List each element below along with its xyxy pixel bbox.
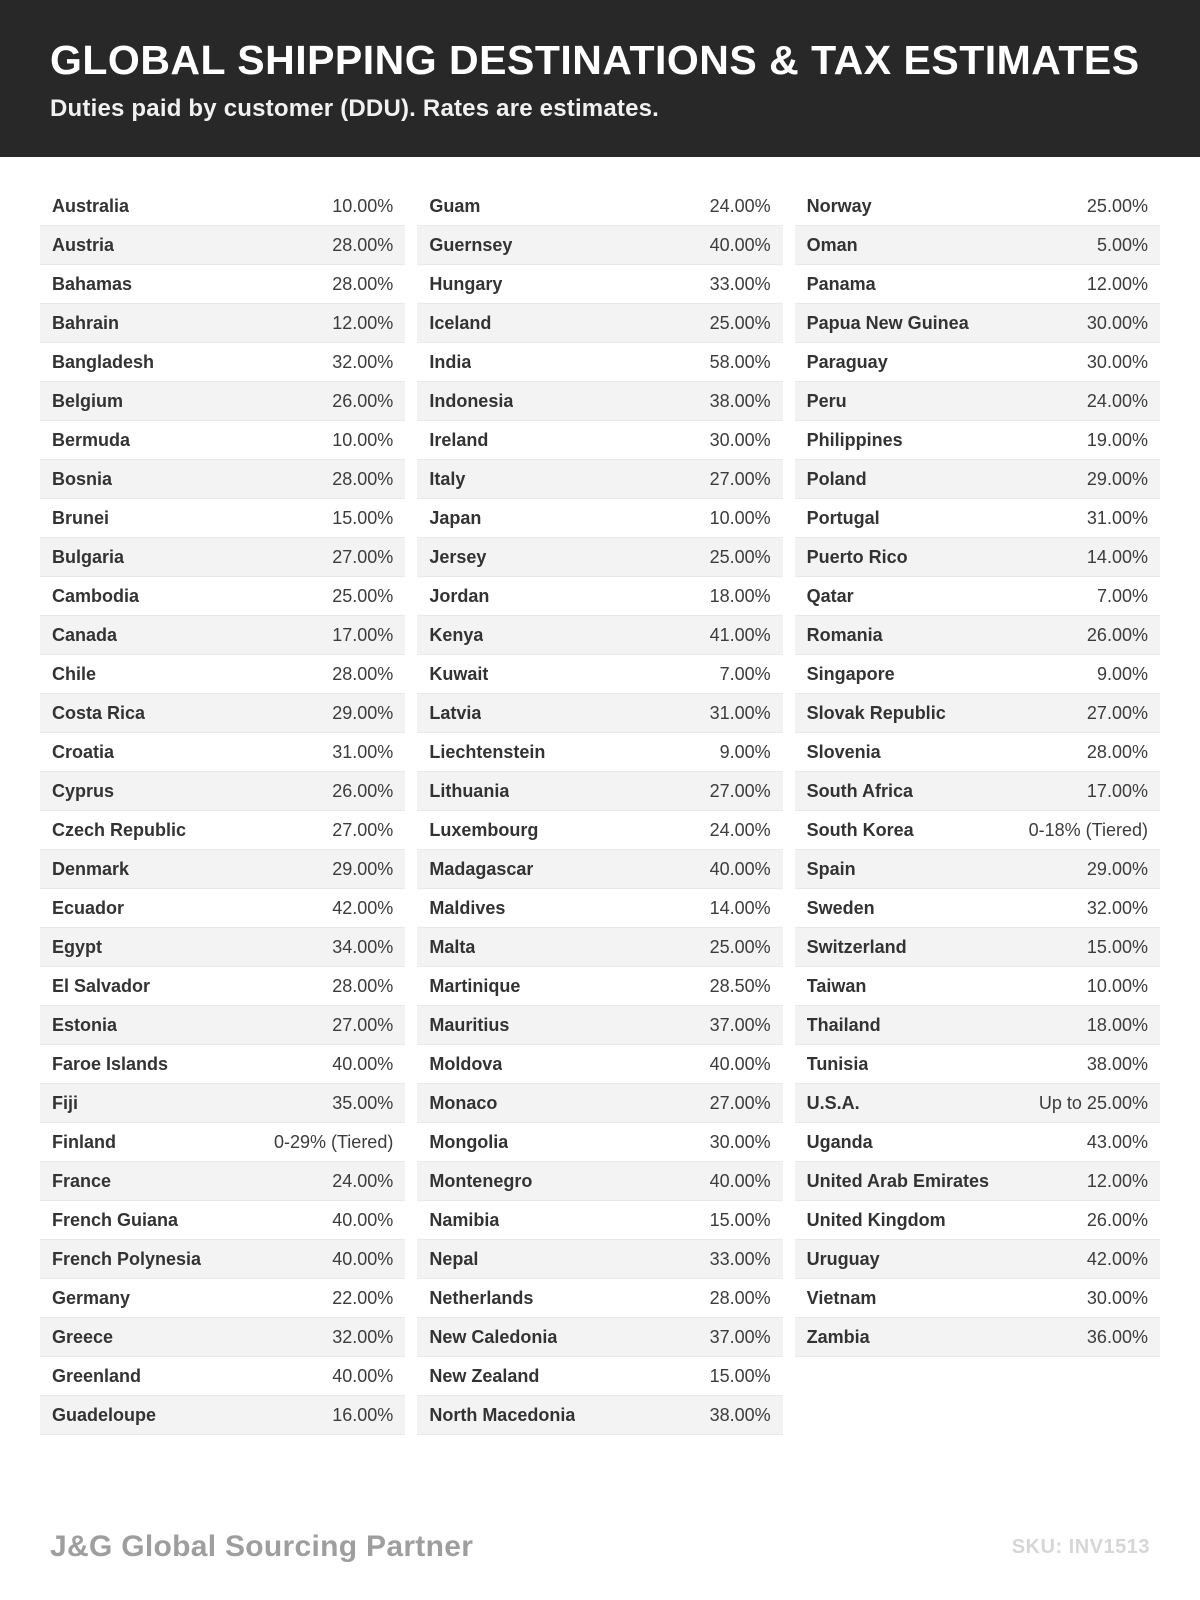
tax-rate: 35.00%: [332, 1092, 394, 1113]
country-name: Cyprus: [52, 780, 115, 801]
country-name: Spain: [806, 858, 856, 879]
table-row: [40, 226, 405, 265]
table-row: [40, 616, 405, 655]
table-row: [40, 499, 405, 538]
tax-rate: 40.00%: [709, 1053, 771, 1074]
table-row: [417, 538, 782, 577]
table-row: [40, 421, 405, 460]
table-row: [795, 694, 1160, 733]
table-row: [795, 1084, 1160, 1123]
tax-rate: 27.00%: [709, 1092, 771, 1113]
country-name: French Guiana: [52, 1209, 179, 1230]
country-name: Finland: [52, 1131, 116, 1152]
tax-rate: 27.00%: [332, 546, 394, 567]
country-name: Bosnia: [52, 468, 113, 489]
table-row: [795, 616, 1160, 655]
country-name: Austria: [52, 234, 115, 255]
table-row: [795, 538, 1160, 577]
country-name: Uganda: [806, 1131, 873, 1152]
tax-rate: 25.00%: [709, 546, 771, 567]
brand-name: J&G Global Sourcing Partner: [50, 1530, 474, 1563]
tax-rate: 34.00%: [332, 936, 394, 957]
country-name: Guadeloupe: [52, 1404, 157, 1425]
tax-rate: 27.00%: [709, 780, 771, 801]
country-name: Chile: [52, 663, 97, 684]
tax-rate: 32.00%: [1086, 897, 1148, 918]
table-row: [795, 1045, 1160, 1084]
country-name: Czech Republic: [52, 819, 187, 840]
country-name: New Caledonia: [429, 1326, 558, 1347]
country-name: Italy: [429, 468, 466, 489]
country-name: Martinique: [429, 975, 521, 996]
page-subtitle: Duties paid by customer (DDU). Rates are estimates.: [50, 95, 660, 123]
tax-rate: 40.00%: [709, 234, 771, 255]
tax-rate: 28.00%: [332, 234, 394, 255]
tax-rate: 19.00%: [1086, 429, 1148, 450]
table-row: [417, 1123, 782, 1162]
rates-table: [0, 157, 1200, 1435]
table-row: [40, 304, 405, 343]
tax-rate: 42.00%: [1086, 1248, 1148, 1269]
tax-rate: 15.00%: [332, 507, 394, 528]
country-name: Greenland: [52, 1365, 142, 1386]
table-row: [40, 460, 405, 499]
country-name: Philippines: [806, 429, 903, 450]
tax-rate: 10.00%: [332, 429, 394, 450]
table-row: [40, 1123, 405, 1162]
tax-rate: 26.00%: [1086, 624, 1148, 645]
table-row: [417, 421, 782, 460]
country-name: Jordan: [429, 585, 490, 606]
tax-rate: 7.00%: [719, 663, 771, 684]
country-name: Qatar: [806, 585, 854, 606]
tax-rate: 36.00%: [1086, 1326, 1148, 1347]
country-name: Indonesia: [429, 390, 514, 411]
tax-rate: 24.00%: [332, 1170, 394, 1191]
table-row: [795, 343, 1160, 382]
table-row: [40, 265, 405, 304]
table-row: [795, 1006, 1160, 1045]
table-row: [417, 499, 782, 538]
tax-rate: 14.00%: [709, 897, 771, 918]
country-name: Oman: [806, 234, 858, 255]
tax-rate: 29.00%: [1086, 468, 1148, 489]
table-row: [795, 967, 1160, 1006]
table-row: [40, 1084, 405, 1123]
country-name: Tunisia: [806, 1053, 869, 1074]
country-name: Kenya: [429, 624, 484, 645]
table-row: [40, 967, 405, 1006]
country-name: Romania: [806, 624, 883, 645]
table-row: [417, 226, 782, 265]
tax-rate: 41.00%: [709, 624, 771, 645]
tax-rate: 10.00%: [709, 507, 771, 528]
country-name: India: [429, 351, 472, 372]
table-row: [795, 577, 1160, 616]
table-row: [795, 733, 1160, 772]
tax-rate: 28.00%: [332, 975, 394, 996]
tax-rate: 37.00%: [709, 1326, 771, 1347]
tax-rate: 27.00%: [1086, 702, 1148, 723]
tax-rate: 10.00%: [332, 195, 394, 216]
table-row: [417, 694, 782, 733]
tax-rate: 25.00%: [1086, 195, 1148, 216]
country-name: Switzerland: [806, 936, 907, 957]
table-row: [417, 577, 782, 616]
table-row: [795, 811, 1160, 850]
country-name: United Arab Emirates: [806, 1170, 990, 1191]
table-row: [795, 421, 1160, 460]
country-name: Puerto Rico: [806, 546, 908, 567]
table-row: [40, 1279, 405, 1318]
table-row: [40, 382, 405, 421]
country-name: Zambia: [806, 1326, 870, 1347]
tax-rate: 14.00%: [1086, 546, 1148, 567]
table-row: [40, 928, 405, 967]
table-row: [40, 1045, 405, 1084]
country-name: Netherlands: [429, 1287, 534, 1308]
table-row: [417, 655, 782, 694]
country-name: Estonia: [52, 1014, 118, 1035]
tax-rate: 43.00%: [1086, 1131, 1148, 1152]
table-row: [795, 1240, 1160, 1279]
tax-rate: 18.00%: [1086, 1014, 1148, 1035]
tax-rate: 25.00%: [709, 312, 771, 333]
country-name: Faroe Islands: [52, 1053, 169, 1074]
country-name: Bermuda: [52, 429, 131, 450]
tax-rate: 29.00%: [332, 858, 394, 879]
table-row: [40, 655, 405, 694]
rate-column: [40, 187, 405, 1435]
table-row: [40, 1006, 405, 1045]
country-name: Papua New Guinea: [806, 312, 969, 333]
country-name: United Kingdom: [806, 1209, 946, 1230]
country-name: Ecuador: [52, 897, 125, 918]
tax-rate: 40.00%: [709, 858, 771, 879]
tax-rate: 38.00%: [709, 390, 771, 411]
table-row: [40, 694, 405, 733]
country-name: Kuwait: [429, 663, 489, 684]
table-row: [417, 850, 782, 889]
table-row: [417, 265, 782, 304]
tax-rate: 17.00%: [1086, 780, 1148, 801]
country-name: Bahamas: [52, 273, 133, 294]
country-name: Japan: [429, 507, 482, 528]
tax-rate: 38.00%: [1086, 1053, 1148, 1074]
rate-column: [795, 187, 1160, 1357]
tax-rate: 31.00%: [1086, 507, 1148, 528]
tax-rate: 18.00%: [709, 585, 771, 606]
table-row: [417, 382, 782, 421]
country-name: U.S.A.: [806, 1092, 860, 1113]
country-name: French Polynesia: [52, 1248, 202, 1269]
country-name: Costa Rica: [52, 702, 146, 723]
tax-rate: 30.00%: [1086, 312, 1148, 333]
table-row: [417, 772, 782, 811]
country-name: Jersey: [429, 546, 487, 567]
country-name: Belgium: [52, 390, 124, 411]
table-row: [40, 850, 405, 889]
country-name: Poland: [806, 468, 867, 489]
country-name: Mongolia: [429, 1131, 509, 1152]
table-row: [417, 967, 782, 1006]
table-row: [40, 889, 405, 928]
table-row: [417, 343, 782, 382]
table-row: [795, 1318, 1160, 1357]
table-row: [795, 850, 1160, 889]
country-name: Moldova: [429, 1053, 503, 1074]
tax-rate: 9.00%: [719, 741, 771, 762]
table-row: [40, 187, 405, 226]
country-name: Ireland: [429, 429, 489, 450]
tax-rate: 26.00%: [1086, 1209, 1148, 1230]
tax-rate: 7.00%: [1096, 585, 1148, 606]
table-row: [40, 772, 405, 811]
tax-rate: 38.00%: [709, 1404, 771, 1425]
country-name: Paraguay: [806, 351, 888, 372]
table-row: [795, 1123, 1160, 1162]
tax-rate: 40.00%: [332, 1365, 394, 1386]
tax-rate: 28.50%: [709, 975, 771, 996]
tax-rate: Up to 25.00%: [1038, 1092, 1148, 1113]
tax-rate: 12.00%: [1086, 273, 1148, 294]
table-row: [417, 187, 782, 226]
table-row: [795, 655, 1160, 694]
tax-rate: 25.00%: [709, 936, 771, 957]
table-row: [795, 889, 1160, 928]
country-name: Lithuania: [429, 780, 510, 801]
country-name: Iceland: [429, 312, 492, 333]
country-name: Mauritius: [429, 1014, 510, 1035]
tax-rate: 33.00%: [709, 1248, 771, 1269]
table-row: [417, 1396, 782, 1435]
tax-rate: 29.00%: [332, 702, 394, 723]
country-name: Denmark: [52, 858, 130, 879]
tax-rate: 28.00%: [709, 1287, 771, 1308]
tax-rate: 12.00%: [332, 312, 394, 333]
country-name: Monaco: [429, 1092, 498, 1113]
tax-rate: 29.00%: [1086, 858, 1148, 879]
table-row: [40, 1396, 405, 1435]
country-name: Greece: [52, 1326, 114, 1347]
table-row: [40, 1162, 405, 1201]
country-name: Canada: [52, 624, 118, 645]
tax-rate: 40.00%: [332, 1053, 394, 1074]
tax-rate: 28.00%: [1086, 741, 1148, 762]
page-title: GLOBAL SHIPPING DESTINATIONS & TAX ESTIMATES: [50, 37, 1140, 83]
country-name: Egypt: [52, 936, 103, 957]
tax-rate: 30.00%: [1086, 1287, 1148, 1308]
tax-rate: 31.00%: [709, 702, 771, 723]
country-name: Singapore: [806, 663, 895, 684]
table-row: [795, 460, 1160, 499]
tax-rate: 17.00%: [332, 624, 394, 645]
table-row: [40, 733, 405, 772]
country-name: Portugal: [806, 507, 880, 528]
table-row: [417, 616, 782, 655]
tax-rate: 22.00%: [332, 1287, 394, 1308]
tax-rate: 0-18% (Tiered): [1028, 819, 1148, 840]
tax-rate: 16.00%: [332, 1404, 394, 1425]
table-row: [417, 1084, 782, 1123]
country-name: Bulgaria: [52, 546, 125, 567]
country-name: Fiji: [52, 1092, 78, 1113]
table-row: [417, 1357, 782, 1396]
table-row: [795, 1162, 1160, 1201]
country-name: Vietnam: [806, 1287, 877, 1308]
country-name: Cambodia: [52, 585, 140, 606]
country-name: Taiwan: [806, 975, 867, 996]
table-row: [795, 187, 1160, 226]
tax-rate: 32.00%: [332, 1326, 394, 1347]
table-row: [417, 889, 782, 928]
table-row: [40, 1318, 405, 1357]
tax-rate: 15.00%: [709, 1209, 771, 1230]
tax-rate: 30.00%: [709, 1131, 771, 1152]
tax-rate: 33.00%: [709, 273, 771, 294]
tax-rate: 37.00%: [709, 1014, 771, 1035]
country-name: Croatia: [52, 741, 115, 762]
tax-rate: 15.00%: [1086, 936, 1148, 957]
tax-rate: 26.00%: [332, 390, 394, 411]
country-name: Bangladesh: [52, 351, 155, 372]
country-name: North Macedonia: [429, 1404, 576, 1425]
country-name: Slovak Republic: [806, 702, 946, 723]
tax-rate: 24.00%: [1086, 390, 1148, 411]
rate-column: [417, 187, 782, 1435]
table-row: [795, 499, 1160, 538]
country-name: Panama: [806, 273, 876, 294]
page-header: [0, 0, 1200, 157]
country-name: Uruguay: [806, 1248, 880, 1269]
table-row: [417, 1045, 782, 1084]
table-row: [795, 772, 1160, 811]
table-row: [417, 811, 782, 850]
page-footer: [0, 1502, 1200, 1600]
country-name: Peru: [806, 390, 847, 411]
tax-rate: 15.00%: [709, 1365, 771, 1386]
country-name: El Salvador: [52, 975, 151, 996]
country-name: South Africa: [806, 780, 913, 801]
tax-rate: 26.00%: [332, 780, 394, 801]
tax-rate: 30.00%: [709, 429, 771, 450]
country-name: Madagascar: [429, 858, 534, 879]
table-row: [40, 577, 405, 616]
country-name: Bahrain: [52, 312, 120, 333]
table-row: [417, 1162, 782, 1201]
country-name: Norway: [806, 195, 872, 216]
tax-rate: 27.00%: [332, 1014, 394, 1035]
tax-rate: 27.00%: [332, 819, 394, 840]
table-row: [417, 928, 782, 967]
country-name: Nepal: [429, 1248, 479, 1269]
tax-rate: 28.00%: [332, 663, 394, 684]
tax-rate: 24.00%: [709, 819, 771, 840]
country-name: Slovenia: [806, 741, 881, 762]
country-name: Australia: [52, 195, 130, 216]
tax-rate: 10.00%: [1086, 975, 1148, 996]
tax-rate: 0-29% (Tiered): [273, 1131, 394, 1152]
table-row: [795, 226, 1160, 265]
table-row: [40, 1201, 405, 1240]
table-row: [795, 382, 1160, 421]
table-row: [417, 1240, 782, 1279]
country-name: Guam: [429, 195, 481, 216]
tax-rate: 42.00%: [332, 897, 394, 918]
table-row: [40, 1357, 405, 1396]
country-name: Montenegro: [429, 1170, 533, 1191]
tax-rate: 12.00%: [1086, 1170, 1148, 1191]
country-name: Liechtenstein: [429, 741, 546, 762]
table-row: [417, 304, 782, 343]
country-name: Thailand: [806, 1014, 881, 1035]
tax-rate: 30.00%: [1086, 351, 1148, 372]
country-name: South Korea: [806, 819, 914, 840]
table-row: [795, 304, 1160, 343]
table-row: [795, 265, 1160, 304]
tax-rate: 9.00%: [1096, 663, 1148, 684]
tax-rate: 27.00%: [709, 468, 771, 489]
tax-rate: 5.00%: [1096, 234, 1148, 255]
table-row: [417, 1279, 782, 1318]
table-row: [40, 343, 405, 382]
country-name: Brunei: [52, 507, 110, 528]
table-row: [417, 460, 782, 499]
country-name: Malta: [429, 936, 476, 957]
country-name: France: [52, 1170, 112, 1191]
tax-rate: 31.00%: [332, 741, 394, 762]
country-name: Latvia: [429, 702, 482, 723]
country-name: Germany: [52, 1287, 131, 1308]
country-name: Hungary: [429, 273, 503, 294]
country-name: New Zealand: [429, 1365, 540, 1386]
table-row: [417, 1006, 782, 1045]
country-name: Namibia: [429, 1209, 500, 1230]
country-name: Guernsey: [429, 234, 513, 255]
tax-rate: 58.00%: [709, 351, 771, 372]
table-row: [40, 811, 405, 850]
tax-rate: 28.00%: [332, 468, 394, 489]
sku-label: SKU: INV1513: [1011, 1535, 1150, 1558]
country-name: Maldives: [429, 897, 506, 918]
table-row: [795, 1201, 1160, 1240]
tax-rate: 40.00%: [332, 1209, 394, 1230]
country-name: Sweden: [806, 897, 875, 918]
table-row: [40, 538, 405, 577]
table-row: [417, 1318, 782, 1357]
tax-rate: 25.00%: [332, 585, 394, 606]
tax-rate: 24.00%: [709, 195, 771, 216]
tax-rate: 32.00%: [332, 351, 394, 372]
table-row: [795, 1279, 1160, 1318]
tax-rate: 40.00%: [332, 1248, 394, 1269]
tax-rate: 28.00%: [332, 273, 394, 294]
table-row: [795, 928, 1160, 967]
table-row: [417, 1201, 782, 1240]
table-row: [40, 1240, 405, 1279]
table-row: [417, 733, 782, 772]
country-name: Luxembourg: [429, 819, 539, 840]
tax-rate: 40.00%: [709, 1170, 771, 1191]
